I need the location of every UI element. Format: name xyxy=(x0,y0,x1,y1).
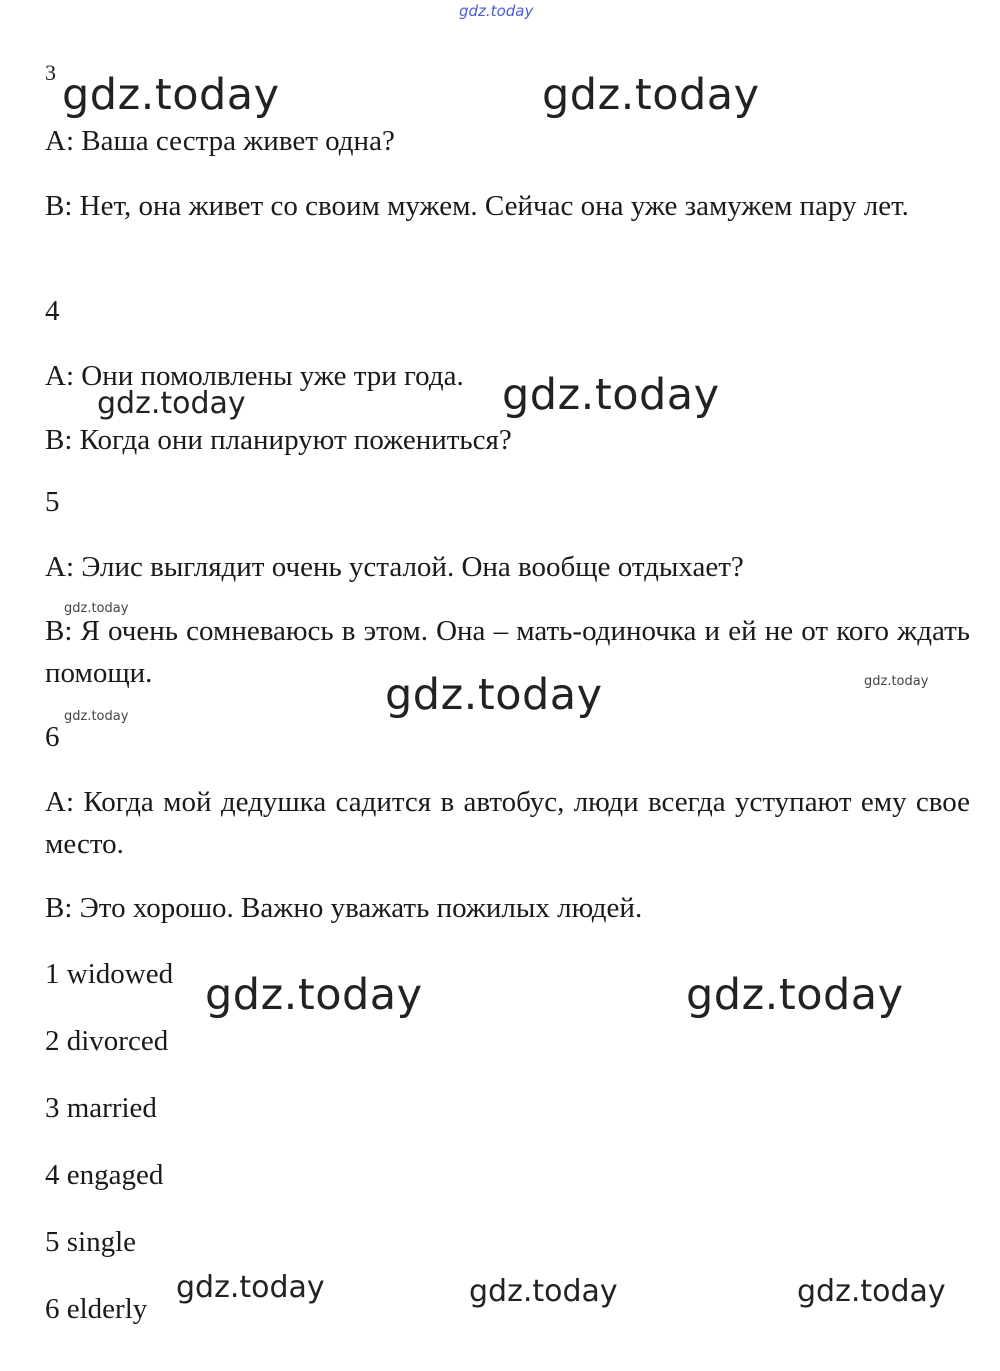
watermark: gdz.today xyxy=(64,709,129,724)
dialogue-line-b: В: Когда они планируют пожениться? xyxy=(45,424,512,456)
watermark: gdz.today xyxy=(864,674,929,689)
watermark: gdz.today xyxy=(97,386,246,421)
block-number-3: 3 xyxy=(45,60,56,85)
answer-item: 2 divorced xyxy=(45,1025,169,1057)
watermark: gdz.today xyxy=(502,370,720,420)
watermark: gdz.today xyxy=(62,70,280,120)
dialogue-line-b: В: Я очень сомневаюсь в этом. Она – мать-одиночка и ей не от кого ждать помощи. xyxy=(45,615,970,689)
answer-item: 1 widowed xyxy=(45,958,174,990)
dialogue-line-b: В: Это хорошо. Важно уважать пожилых людей. xyxy=(45,892,643,924)
watermark: gdz.today xyxy=(176,1270,325,1305)
watermark: gdz.today xyxy=(459,2,534,20)
watermark: gdz.today xyxy=(64,601,129,616)
watermark: gdz.today xyxy=(797,1274,946,1309)
block-number-5: 5 xyxy=(45,486,60,518)
block-number-6: 6 xyxy=(45,721,60,753)
watermark: gdz.today xyxy=(542,70,760,120)
answer-item: 5 single xyxy=(45,1226,137,1258)
dialogue-line-a: А: Они помолвлены уже три года. xyxy=(45,360,464,392)
watermark: gdz.today xyxy=(686,970,904,1020)
answer-item: 4 engaged xyxy=(45,1159,164,1191)
block-number-4: 4 xyxy=(45,295,60,327)
dialogue-line-a: А: Элис выглядит очень усталой. Она вообще отдыхает? xyxy=(45,551,744,583)
dialogue-line-a: А: Когда мой дедушка садится в автобус, люди всегда уступают ему свое место. xyxy=(45,786,970,860)
dialogue-line-b: В: Нет, она живет со своим мужем. Сейчас она уже замужем пару лет. xyxy=(45,190,909,222)
watermark: gdz.today xyxy=(469,1274,618,1309)
watermark: gdz.today xyxy=(205,970,423,1020)
watermark: gdz.today xyxy=(385,670,603,720)
answer-item: 6 elderly xyxy=(45,1293,148,1325)
dialogue-line-a: А: Ваша сестра живет одна? xyxy=(45,125,395,157)
answer-item: 3 married xyxy=(45,1092,157,1124)
